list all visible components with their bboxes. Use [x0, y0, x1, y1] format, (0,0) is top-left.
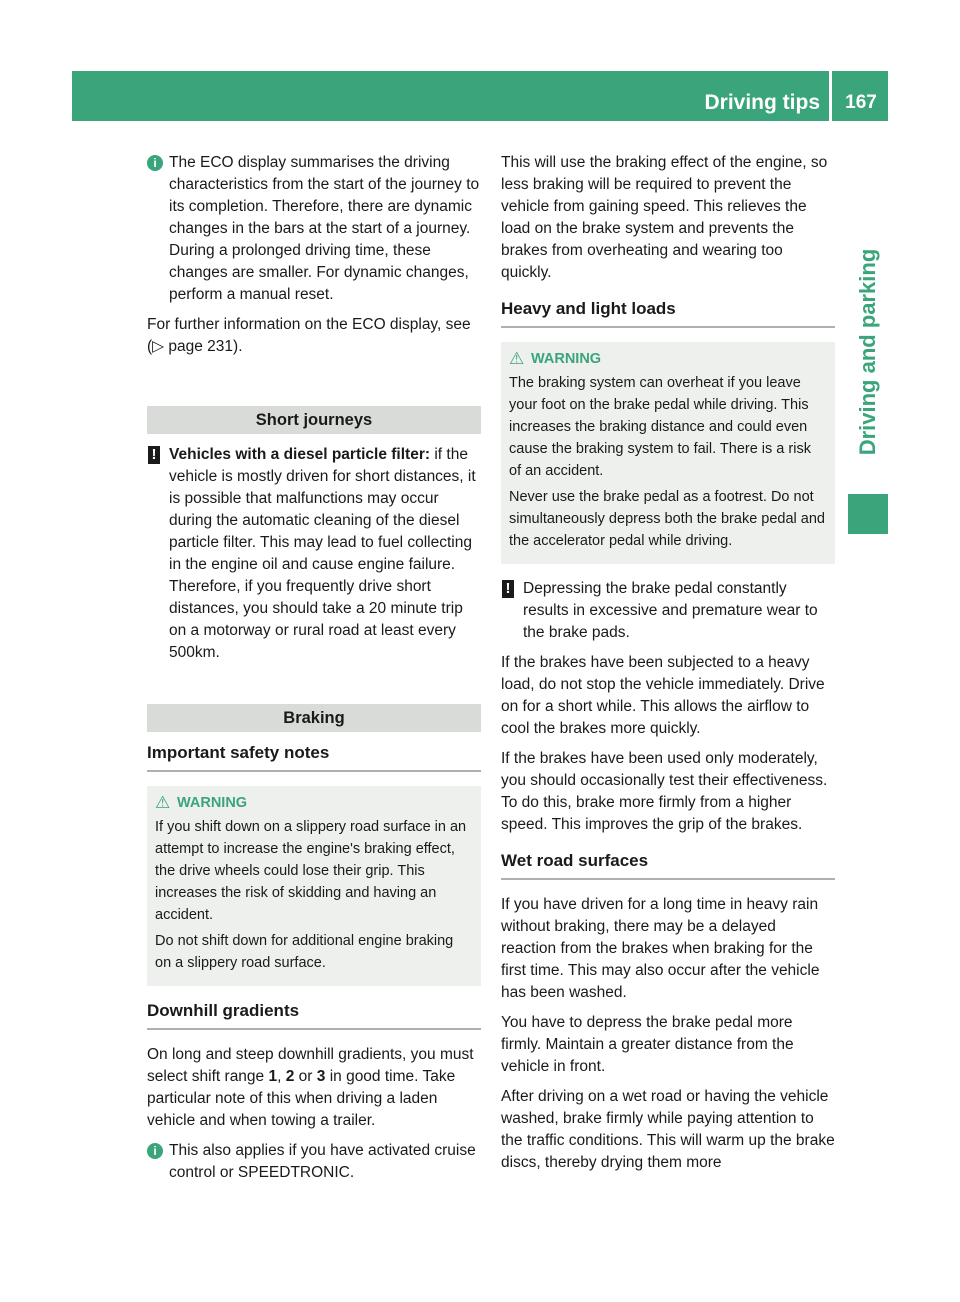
warning-heading: [509, 348, 827, 370]
warning-text: Do not shift down for additional engine braking on a slippery road surface.: [155, 933, 454, 971]
info-icon: i: [147, 1143, 163, 1159]
exclamation-icon: !: [502, 580, 514, 598]
warning-text: The braking system can overheat if you leave your foot on the brake pedal while driving. This increases the braking distance and could even cause the braking system to fail. There is a risk of an accident.: [509, 375, 811, 479]
chapter-tab: [848, 200, 888, 500]
body-paragraph: If the brakes have been subjected to a heavy load, do not stop the vehicle immediately. Drive on for a short while. This allows the airflow to cool the brakes more quickly.: [501, 654, 825, 737]
body-paragraph: If the brakes have been used only moderately, you should occasionally test their effectiveness. To do this, brake more firmly from a higher speed. This improves the grip of the brakes.: [501, 750, 828, 833]
body-paragraph: This will use the braking effect of the engine, so less braking will be required to prevent the vehicle from gaining speed. This relieves the load on the brake system and prevents the brakes from overheating and wearing too quickly.: [501, 154, 828, 281]
caution-text: Depressing the brake pedal constantly results in excessive and premature wear to the brake pads.: [523, 580, 818, 641]
exclamation-icon: !: [148, 446, 160, 464]
info-note: [147, 152, 481, 306]
info-note-text: The ECO display summarises the driving characteristics from the start of the journey to its completion. Therefore, there are dynamic changes in the bars at the start of a journey. During a prolonged driving time, these changes are smaller. For dynamic changes, perform a manual reset.: [169, 154, 480, 303]
info-icon: i: [147, 155, 163, 171]
body-paragraph: If you have driven for a long time in heavy rain without braking, there may be a delayed reaction from the brakes when braking for the first time. This may also occur after the vehicle has been washed.: [501, 896, 820, 1001]
downhill-text: On long and steep downhill gradients, you must select shift range 1, 2 or 3 in good time. Take particular note of this when driving a laden vehicle and when towing a trailer.: [147, 1046, 474, 1129]
section-heading-short-journeys: Short journeys: [147, 406, 481, 434]
further-info-text: For further information on the ECO display, see (▷ page 231).: [147, 316, 471, 355]
page-number: 167: [845, 92, 877, 113]
body-paragraph: You have to depress the brake pedal more firmly. Maintain a greater distance from the vehicle in front.: [501, 1014, 794, 1075]
warning-label: WARNING: [531, 351, 602, 367]
caution-note: [501, 578, 835, 644]
warning-heading: [155, 792, 473, 814]
warning-box: [501, 342, 835, 564]
info-note: [147, 1140, 481, 1184]
subheading-safety-notes: Important safety notes: [147, 742, 481, 772]
caution-bold-label: Vehicles with a diesel particle filter:: [169, 446, 431, 463]
warning-triangle-icon: ⚠: [155, 793, 171, 812]
subheading-wet-roads: Wet road surfaces: [501, 850, 835, 880]
left-column: [147, 152, 481, 1192]
subheading-loads: Heavy and light loads: [501, 298, 835, 328]
warning-text: If you shift down on a slippery road surface in an attempt to increase the engine's braking effect, the drive wheels could lose their grip. This increases the risk of skidding and having an accident.: [155, 819, 467, 923]
caution-note: [147, 444, 481, 664]
subheading-downhill: Downhill gradients: [147, 1000, 481, 1030]
warning-box: [147, 786, 481, 986]
chapter-marker: [848, 494, 888, 534]
page-section-title: Driving tips: [704, 91, 820, 114]
caution-text: if the vehicle is mostly driven for short distances, it is possible that malfunctions may occur during the automatic cleaning of the diesel particle filter. This may lead to fuel collecting in the engine oil and cause engine failure. Therefore, if you frequently drive short distances, you should take a 20 minute trip on a motorway or rural road at least every 500km.: [169, 446, 476, 661]
body-paragraph: After driving on a wet road or having the vehicle washed, brake firmly while paying attention to the traffic conditions. This will warm up the brake discs, thereby drying them more: [501, 1088, 835, 1171]
right-column: [501, 152, 835, 1182]
warning-label: WARNING: [177, 795, 248, 811]
section-heading-braking: Braking: [147, 704, 481, 732]
warning-text: Never use the brake pedal as a footrest. Do not simultaneously depress both the brake pedal and the accelerator pedal while driving.: [509, 489, 825, 549]
chapter-tab-label: Driving and parking: [855, 248, 880, 456]
warning-triangle-icon: ⚠: [509, 349, 525, 368]
info-note-text: This also applies if you have activated cruise control or SPEEDTRONIC.: [169, 1142, 476, 1181]
header-divider: [829, 71, 832, 121]
